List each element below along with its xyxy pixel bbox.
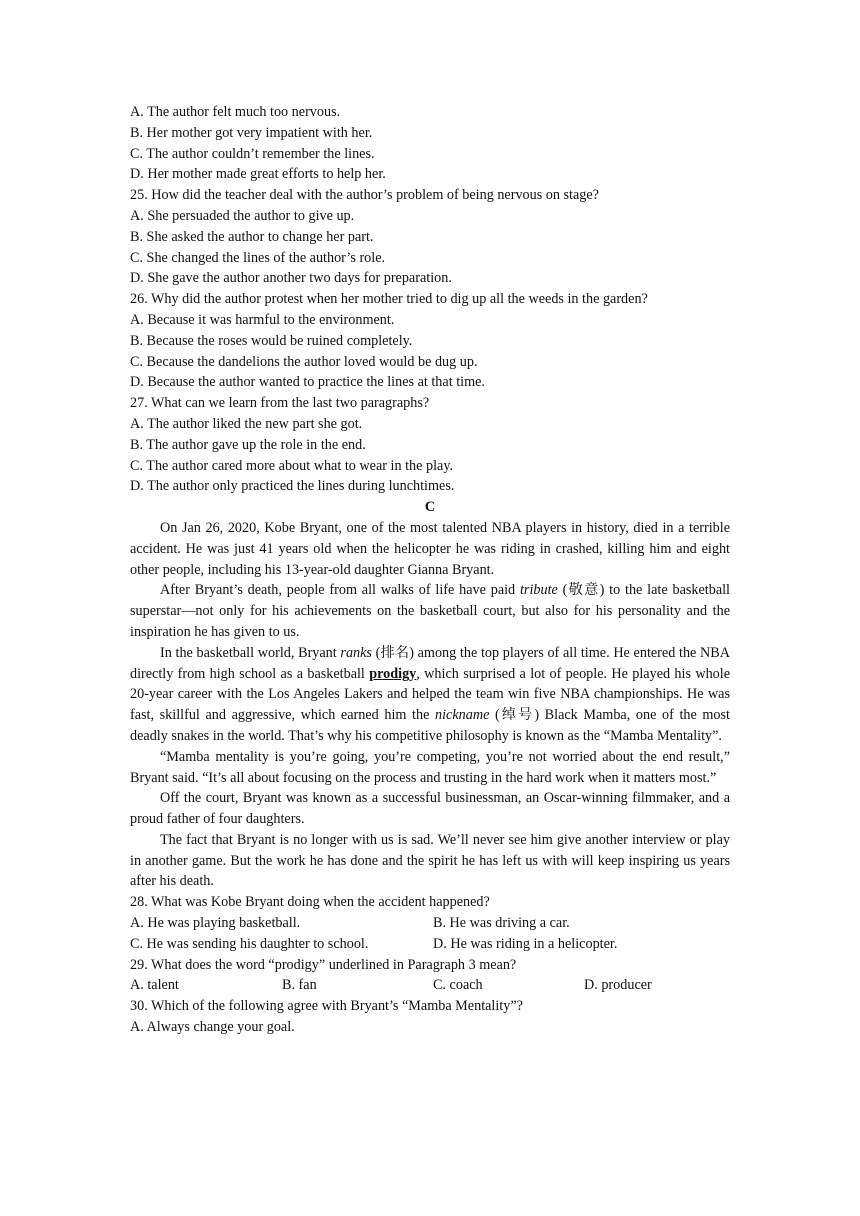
question-26 xyxy=(130,289,730,393)
option-d: D. She gave the author another two days for preparation. xyxy=(130,270,452,287)
question-stem: 30. Which of the following agree with Bryant’s “Mamba Mentality”? xyxy=(130,998,523,1015)
option-c: C. coach xyxy=(433,977,483,994)
option-a: A. The author liked the new part she got. xyxy=(130,415,363,432)
options-row xyxy=(130,975,730,996)
text: , which surprised a lot of people. He played his whole 20-year career with the Los Angeles Lakers and helped the team win five NBA championships. He was fast, skillful and aggressive, which earned him the xyxy=(130,665,731,724)
question-stem: 25. How did the teacher deal with the author’s problem of being nervous on stage? xyxy=(130,187,599,204)
option-d: D. He was riding in a helicopter. xyxy=(433,935,618,952)
option-d: D. Because the author wanted to practice the lines at that time. xyxy=(130,374,485,391)
text: among the top players of all time. He entered the NBA directly from high school as a basketball xyxy=(130,644,730,682)
option-c: C. Because the dandelions the author loved would be dug up. xyxy=(130,353,478,370)
vocab-gloss: (敬意) xyxy=(557,582,610,599)
options-row xyxy=(130,913,730,934)
option-a: A. She persuaded the author to give up. xyxy=(130,207,355,224)
question-25 xyxy=(130,185,730,289)
option-d: D. producer xyxy=(584,977,652,994)
vocab-term: tribute xyxy=(519,582,558,599)
vocab-term: nickname xyxy=(435,707,490,724)
text: In the basketball world, Bryant xyxy=(160,644,341,661)
option-b: B. Because the roses would be ruined completely. xyxy=(130,332,413,349)
vocab-gloss: (排名) xyxy=(371,644,418,661)
question-29 xyxy=(130,955,730,997)
option-c: C. The author couldn’t remember the lines. xyxy=(130,145,375,162)
question-28 xyxy=(130,892,730,954)
passage-paragraph-5: Off the court, Bryant was known as a successful businessman, an Oscar-winning filmmaker, and a proud father of four daughters. xyxy=(130,790,730,828)
question-stem: 26. Why did the author protest when her mother tried to dig up all the weeds in the garden? xyxy=(130,291,648,308)
vocab-term: ranks xyxy=(340,644,372,661)
exam-page xyxy=(130,102,730,1038)
option-c: C. She changed the lines of the author’s role. xyxy=(130,249,386,266)
question-stem: 29. What does the word “prodigy” underlined in Paragraph 3 mean? xyxy=(130,956,517,973)
passage-paragraph-1: On Jan 26, 2020, Kobe Bryant, one of the most talented NBA players in history, died in a terrible accident. He was just 41 years old when the helicopter he was riding in crashed, killing him and eight other people, including his 13-year-old daughter Gianna Bryant. xyxy=(130,519,730,578)
text: Black Mamba, one of the most deadly snakes in the world. That’s why his competitive philosophy is known as the “Mamba Mentality”. xyxy=(130,707,730,744)
passage-paragraph-4: “Mamba mentality is you’re going, you’re competing, you’re not worried about the end result,” Bryant said. “It’s all about focusing on the process and trusting in the hard work when it matters most.” xyxy=(130,748,730,786)
text: After Bryant’s death, people from all walks of life have paid xyxy=(160,582,520,599)
option-b: B. He was driving a car. xyxy=(433,915,570,932)
option-a: A. Always change your goal. xyxy=(130,1019,295,1036)
previous-question-options xyxy=(130,102,730,185)
question-30 xyxy=(130,996,730,1038)
option-b: B. Her mother got very impatient with her. xyxy=(130,124,373,141)
option-c: C. The author cared more about what to wear in the play. xyxy=(130,457,454,474)
option-c: C. He was sending his daughter to school. xyxy=(130,935,369,952)
underlined-word: prodigy xyxy=(369,665,417,682)
section-heading: C xyxy=(424,499,436,516)
question-27 xyxy=(130,393,730,497)
question-stem: 27. What can we learn from the last two paragraphs? xyxy=(130,395,430,412)
option-a: A. The author felt much too nervous. xyxy=(130,104,341,120)
option-b: B. She asked the author to change her part. xyxy=(130,228,374,245)
options-row xyxy=(130,934,730,955)
passage-c xyxy=(130,497,730,892)
passage-paragraph-6: The fact that Bryant is no longer with us is sad. We’ll never see him give another interview or play in another game. But the work he has done and the spirit he has left us with will keep inspiring us years after his death. xyxy=(130,831,730,890)
passage-paragraph-3 xyxy=(130,643,730,747)
passage-paragraph-2 xyxy=(130,580,730,642)
option-d: D. The author only practiced the lines during lunchtimes. xyxy=(130,478,455,495)
question-stem: 28. What was Kobe Bryant doing when the accident happened? xyxy=(130,894,490,911)
option-a: A. talent xyxy=(130,977,179,994)
text: to the late basketball superstar—not only for his achievements on the basketball court, but also for his personality and the inspiration he has given to us. xyxy=(130,582,731,640)
option-d: D. Her mother made great efforts to help her. xyxy=(130,166,386,183)
option-b: B. The author gave up the role in the end. xyxy=(130,436,366,453)
option-a: A. Because it was harmful to the environment. xyxy=(130,311,395,328)
option-a: A. He was playing basketball. xyxy=(130,915,301,932)
option-b: B. fan xyxy=(282,977,317,994)
vocab-gloss: (绰号) xyxy=(489,707,545,724)
